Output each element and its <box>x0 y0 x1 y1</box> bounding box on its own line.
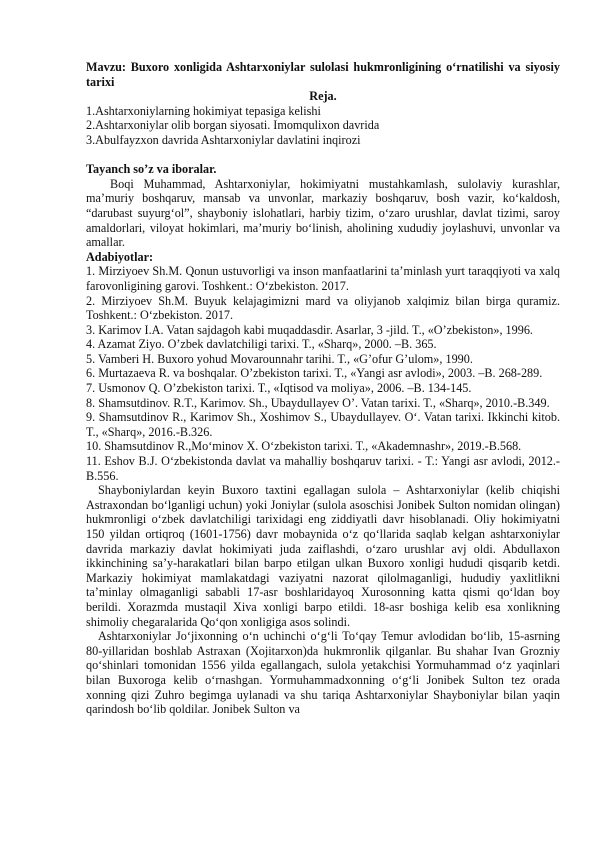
reference-item: 10. Shamsutdinov R.,Moʻminov X. Oʻzbekiston tarixi. T., «Akademnashr», 2019.-B.568. <box>86 439 522 454</box>
reference-item: 6. Murtazaeva R. va boshqalar. Oʼzbekiston tarixi. T., «Yangi asr avlodi», 2003. –B. 268-289. <box>86 366 543 381</box>
reference-item: 3. Karimov I.A. Vatan sajdagoh kabi muqaddasdir. Asarlar, 3 -jild. T., «Oʼzbekiston», 1996. <box>86 322 533 337</box>
reference-item: 5. Vamberi H. Buxoro yohud Movarounnahr tarihi. T., «Gʼofur Gʼulom», 1990. <box>86 351 473 366</box>
reference-item: 1. Mirziyoev Sh.M. Qonun ustuvorligi va inson manfaatlarini taʼminlash yurt taraqqiyoti va xalq farovonligining garovi. Toshkent.: Oʻzbekiston. 2017. <box>86 264 560 293</box>
references-heading: Adabiyotlar: <box>86 249 154 264</box>
references-list <box>86 264 560 483</box>
reference-item: 8. Shamsutdinov. R.T., Karimov. Sh., Ubaydullayev Oʼ. Vatan tarixi. T., «Sharq», 2010.-B.349. <box>86 395 550 410</box>
reference-item: 9. Shamsutdinov R., Karimov Sh., Xoshimov S., Ubaydullayev. Oʻ. Vatan tarixi. Ikkinchi kitob. T., «Sharq», 2016.-B.326. <box>86 410 560 439</box>
document-page <box>86 60 560 717</box>
plan-item: 1.Ashtarxoniylarning hokimiyat tepasiga kelishi <box>86 103 321 118</box>
plan-item: 2.Ashtarxoniylar olib borgan siyosati. Imomqulixon davrida <box>86 118 380 133</box>
keywords-heading: Tayanch soʼz va iboralar. <box>86 162 217 177</box>
plan-item: 3.Abulfayzxon davrida Ashtarxoniylar davlatini inqirozi <box>86 132 361 147</box>
plan-list <box>86 104 560 148</box>
reference-item: 2. Mirziyoev Sh.M. Buyuk kelajagimizni mard va oliyjanob xalqimiz bilan birga quramiz. Toshkent.: Oʻzbekiston. 2017. <box>86 293 560 323</box>
document-title: Mavzu: Buxoro xonligida Ashtarxoniylar sulolasi hukmronligining oʻrnatilishi va siyosiy tarixi <box>86 60 560 89</box>
reference-item: 11. Eshov B.J. Oʻzbekistonda davlat va mahalliy boshqaruv tarixi. - T.: Yangi asr avlodi, 2012.-B.556. <box>86 454 560 483</box>
plan-heading: Reja. <box>309 89 337 104</box>
reference-item: 4. Azamat Ziyo. Oʼzbek davlatchiligi tarixi. T., «Sharq», 2000. –B. 365. <box>86 337 437 352</box>
body-paragraph: Shayboniylardan keyin Buxoro taxtini egallagan sulola – Ashtarxoniylar (kelib chiqishi Astraxondan boʻlganligi uchun) yoki Joniylar (sulola asoschisi Jonibek Sulton nomidan olingan) hukmronligi oʻzbek davlatchiligi tarixidagi eng ziddiyatli davr hisoblanadi. Oliy hokimiyatni 150 yildan ortiqroq (1601-1756) davr mobaynida oʻz qoʻllarida saqlab kelgan ashtarxoniylar davrida markaziy davlat hokimiyati juda zaiflashdi, oʻzaro urushlar avj oldi. Abdullaxon ikkinchining saʼy-harakatlari bilan barpo etilgan ulkan Buxoro xonligi hududi qisqarib ketdi. Markaziy hokimiyat mamlakatdagi vaziyatni nazorat qilolmaganligi, hududiy yaxlitlikni taʼminlay olmaganligi sababli 17-asr boshlaridayoq Xurosonning katta qismi qoʻldan boy berildi. Xorazmda mustaqil Xiva xonligi barpo etildi. 18-asr boshiga kelib esa xonlikning shimoliy chegaralarida Qoʻqon xonligiga asos solindi. <box>86 483 560 629</box>
body-paragraph: Ashtarxoniylar Joʻjixonning oʻn uchinchi oʻgʻli Toʻqay Temur avlodidan boʻlib, 15-asrning 80-yillaridan boshlab Astraxan (Xojitarxon)da hukmronlik qilganlar. Bu shahar Ivan Grozniy qoʻshinlari tomonidan 1556 yilda egallangach, sulola yetakchisi Yormuhammad oʻz yaqinlari bilan Buxoroga kelib oʻrnashgan. Yormuhammadxonning oʻgʻli Jonibek Sulton tez orada xonning qizi Zuhro begimga uylanadi va shu tariqa Ashtarxoniylar Shayboniylar bilan yaqin qarindosh boʻlib qoldilar. Jonibek Sulton va <box>86 629 560 717</box>
keywords-text: Boqi Muhammad, Ashtarxoniylar, hokimiyatni mustahkamlash, sulolaviy kurashlar, maʼmuriy boshqaruv, mansab va unvonlar, markaziy boshqaruv, bosh vazir, koʻkaldosh, “darubast suyurgʻol”, shayboniy islohatlari, harbiy tizim, oʻzaro urushlar, davlat tizimi, saroy amaldorlari, viloyat hokimlari, maʼmuriy boʻlinish, aholining xududiy joylashuvi, unvonlar va amallar. <box>86 176 560 250</box>
spacer <box>86 148 560 163</box>
reference-item: 7. Usmonov Q. Oʼzbekiston tarixi. T., «Iqtisod va moliya», 2006. –B. 134-145. <box>86 381 472 396</box>
